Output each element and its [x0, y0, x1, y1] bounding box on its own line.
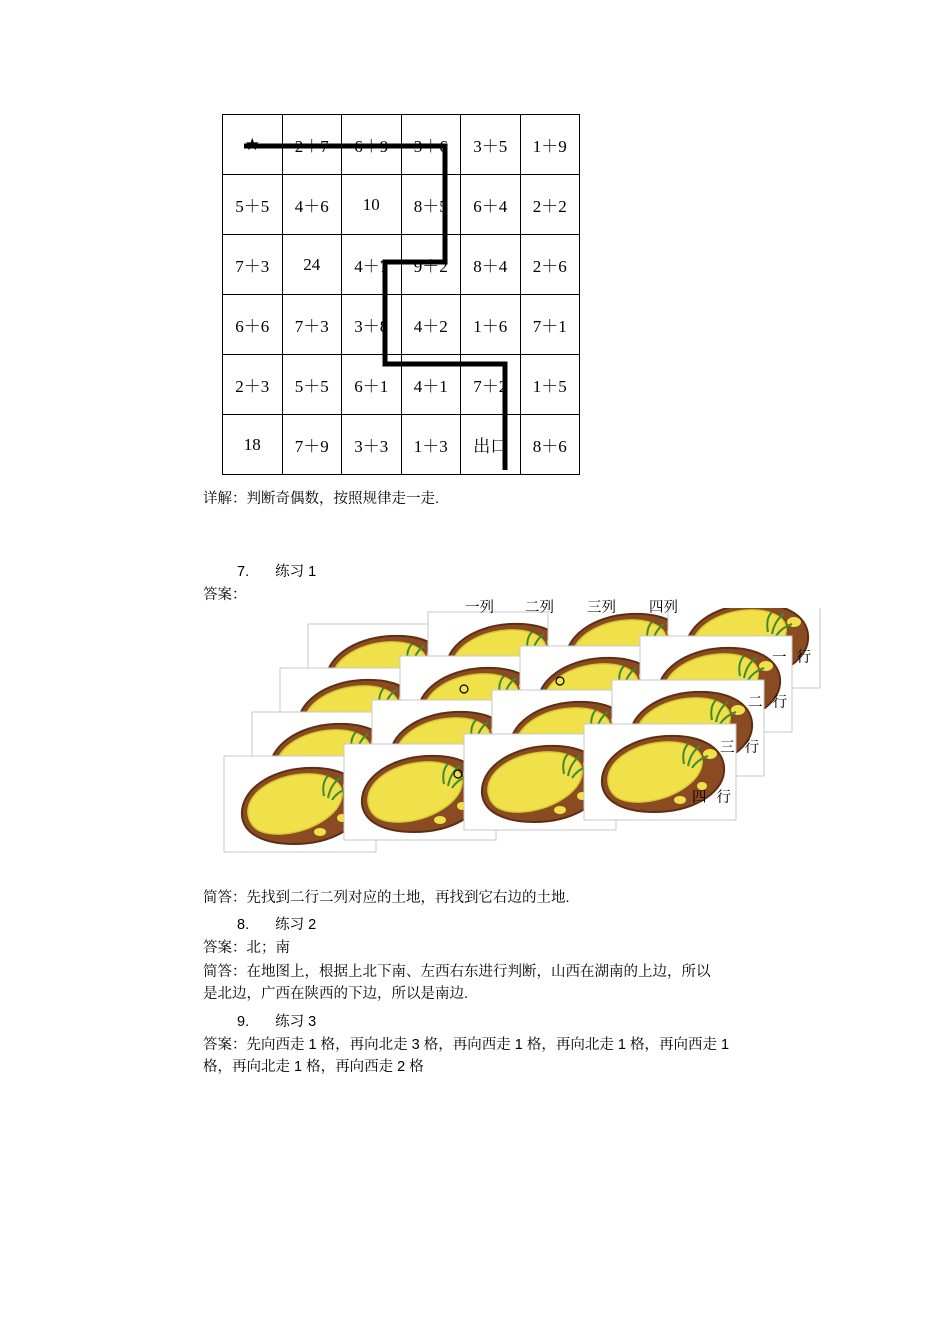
item8-brief-line2: 是北边，广西在陕西的下边，所以是南边.: [203, 986, 469, 1002]
maze-cell: 3＋6: [401, 115, 461, 175]
item8-brief-text1: 在地图上，根据上北下南、左西右东进行判断，山西在湖南的上边，所以: [246, 964, 711, 980]
item8-answer-label: 答案：: [203, 940, 247, 956]
maze-cell: 7＋9: [282, 415, 342, 475]
maze-cell: 2＋3: [223, 355, 283, 415]
item9-title: 练习 3: [275, 1014, 317, 1030]
table-row: [223, 115, 580, 175]
list-item-number-9: [237, 1010, 316, 1031]
maze-cell: 7＋2: [461, 355, 521, 415]
item8-brief-label: 简答：: [203, 964, 247, 980]
land-row-label-4: 四 行: [692, 790, 735, 806]
maze-cell: 2＋7: [282, 115, 342, 175]
land-column-label-3: 三列: [587, 600, 616, 616]
maze-cell: 10: [342, 175, 402, 235]
maze-cell: 3＋3: [342, 415, 402, 475]
explanation-text: 判断奇偶数，按照规律走一走.: [246, 491, 440, 507]
maze-cell: 7＋1: [520, 295, 580, 355]
land-column-label-2: 二列: [525, 600, 554, 616]
maze-table: [222, 114, 580, 475]
item7-brief-line: [203, 887, 570, 909]
item7-title: 练习 1: [275, 564, 317, 580]
land-column-label-1: 一列: [465, 600, 494, 616]
table-row: [223, 355, 580, 415]
list-item-number-7: [237, 560, 316, 581]
maze-cell: 6＋6: [223, 295, 283, 355]
item8-title: 练习 2: [275, 917, 317, 933]
table-row: [223, 175, 580, 235]
maze-cell: 4＋7: [342, 235, 402, 295]
maze-cell: 5＋5: [223, 175, 283, 235]
maze-cell: 8＋6: [520, 415, 580, 475]
maze-cell: 8＋4: [461, 235, 521, 295]
item7-brief-label: 简答：: [203, 890, 247, 906]
maze-cell: 8＋5: [401, 175, 461, 235]
table-row: [223, 235, 580, 295]
table-row: [223, 295, 580, 355]
maze-cell-exit: 出口: [461, 415, 521, 475]
maze-cell: 3＋8: [342, 295, 402, 355]
maze-cell: 2＋2: [520, 175, 580, 235]
maze-cell: 5＋5: [282, 355, 342, 415]
maze-cell: 4＋1: [401, 355, 461, 415]
maze-cell: 1＋9: [520, 115, 580, 175]
maze-cell: 24: [282, 235, 342, 295]
land-row-label-1: 一 行: [772, 650, 815, 666]
land-row-label-2: 二 行: [748, 695, 791, 711]
item7-answer-label: 答案：: [203, 587, 247, 603]
maze-cell: 3＋5: [461, 115, 521, 175]
item9-answer-line2: 格，再向北走 1 格，再向西走 2 格: [203, 1059, 424, 1075]
item8-brief-line1: [203, 961, 711, 983]
item7-number: 7.: [237, 564, 250, 580]
maze-cell-star: ★: [223, 115, 283, 175]
maze-cell: 2＋6: [520, 235, 580, 295]
land-row-label-3: 三 行: [720, 740, 763, 756]
maze-cell: 6＋4: [461, 175, 521, 235]
explanation-line: [203, 488, 843, 510]
item9-answer-label: 答案：: [203, 1037, 247, 1053]
item8-answer-line: [203, 937, 290, 959]
maze-cell: 7＋3: [223, 235, 283, 295]
maze-cell: 4＋6: [282, 175, 342, 235]
item7-brief-text: 先找到二行二列对应的土地，再找到它右边的土地.: [246, 890, 570, 906]
maze-cell: 1＋6: [461, 295, 521, 355]
maze-cell: 7＋3: [282, 295, 342, 355]
explanation-label: 详解：: [203, 491, 247, 507]
maze-cell: 1＋3: [401, 415, 461, 475]
item8-number: 8.: [237, 917, 250, 933]
item9-answer-text1: 先向西走 1 格，再向北走 3 格，再向西走 1 格，再向北走 1 格，再向西走 1: [246, 1037, 730, 1053]
maze-cell: 18: [223, 415, 283, 475]
item9-answer-line1: [203, 1034, 729, 1056]
maze-grid: [222, 114, 580, 470]
maze-cell: 9＋2: [401, 235, 461, 295]
maze-cell: 1＋5: [520, 355, 580, 415]
maze-cell: 6＋1: [342, 355, 402, 415]
item8-answer-value: 北；南: [246, 940, 290, 956]
maze-cell: 4＋2: [401, 295, 461, 355]
item9-number: 9.: [237, 1014, 250, 1030]
table-row: [223, 415, 580, 475]
land-column-label-4: 四列: [649, 600, 678, 616]
list-item-number-8: [237, 913, 316, 934]
maze-cell: 6＋9: [342, 115, 402, 175]
land-plots-illustration: [200, 600, 840, 878]
